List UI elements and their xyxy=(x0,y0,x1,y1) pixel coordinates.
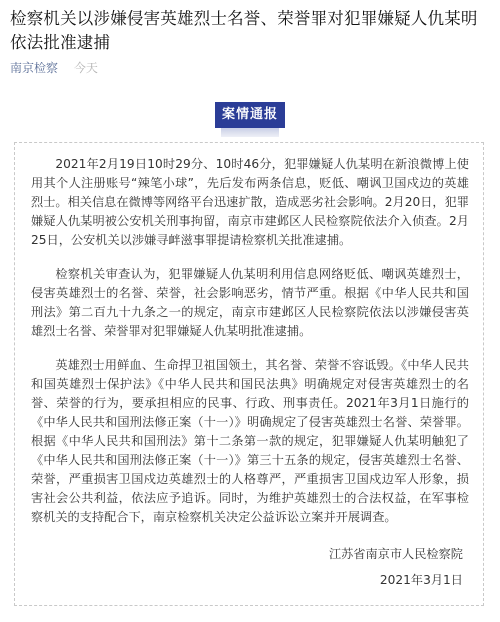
account-name-link[interactable]: 南京检察 xyxy=(10,61,59,75)
signature-date: 2021年3月1日 xyxy=(379,573,463,587)
badge-shadow xyxy=(221,128,279,137)
notice-paragraph-3: 英雄烈士用鲜血、生命捍卫祖国领土，其名誉、荣誉不容诋毁。《中华人民共和国英雄烈士保护法》《中华人民共和国民法典》明确规定对侵害英雄烈士的名誉、荣誉的行为，要承担相应的民事、行政、刑事责任。2021年3月1日施行的《中华人民共和国刑法修正案（十一）》明确规定了侵害英雄烈士名誉、荣誉罪。根据《中华人民共和国刑法》第十二条第一款的规定，犯罪嫌疑人仇某明触犯了《中华人民共和国刑法修正案（十一）》第三十五条的规定，侵害英雄烈士名誉、荣誉，严重损害卫国戍边英雄烈士的人格尊严，严重损害卫国戍边军人形象，损害社会公共利益，依法应予追诉。同时，为维护英雄烈士的合法权益，在军事检察机关的支持配合下，南京检察机关决定公益诉讼立案并开展调查。 xyxy=(31,358,469,524)
notice-paragraph-2: 检察机关审查认为，犯罪嫌疑人仇某明利用信息网络贬低、嘲讽英雄烈士，侵害英雄烈士的名誉、荣誉，社会影响恶劣，情节严重。根据《中华人民共和国刑法》第二百九十九条之一的规定，南京市建邺区人民检察院依法以涉嫌侵害英雄烈士名誉、荣誉罪对犯罪嫌疑人仇某明批准逮捕。 xyxy=(31,267,469,338)
article-title: 检察机关以涉嫌侵害英雄烈士名誉、荣誉罪对犯罪嫌疑人仇某明依法批准逮捕 xyxy=(10,9,478,52)
notice-box xyxy=(14,142,484,606)
article-meta xyxy=(10,60,98,76)
publish-time: 今天 xyxy=(73,61,98,75)
notice-paragraph-1: 2021年2月19日10时29分、10时46分，犯罪嫌疑人仇某明在新浪微博上使用其个人注册账号“辣笔小球”，先后发布两条信息，贬低、嘲讽卫国戍边的英雄烈士。相关信息在微博等网络平台迅速扩散，造成恶劣社会影响。2月20日，犯罪嫌疑人仇某明被公安机关刑事拘留，南京市建邺区人民检察院依法介入侦查。2月25日，公安机关以涉嫌寻衅滋事罪提请检察机关批准逮捕。 xyxy=(31,157,469,247)
signature-organization: 江苏省南京市人民检察院 xyxy=(328,547,463,561)
notice-badge-label: 案情通报 xyxy=(215,102,285,128)
notice-badge xyxy=(215,102,285,138)
